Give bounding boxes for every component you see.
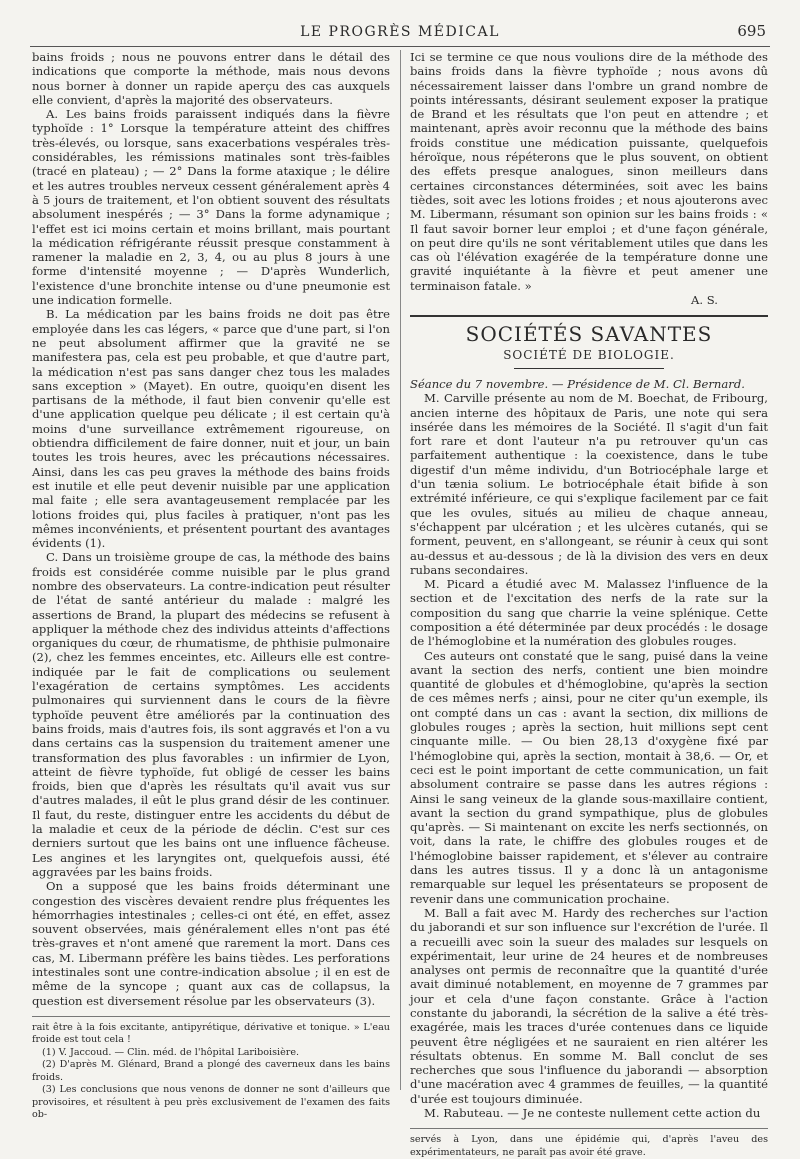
- footnote: servés à Lyon, dans une épidémie qui, d'après l'aveu des expérimentateurs, ne paraît pas avoir été grave.: [410, 1134, 768, 1158]
- subtitle-divider: [514, 368, 664, 369]
- body-paragraph: C. Dans un troisième groupe de cas, la méthode des bains froids est considérée comme nuisible par le plus grand nombre des observateurs. La contre-indication peut résulter de l'état de santé antérieur du malade : malgré les assertions de Brand, la plupart des médecins se refusent à appliquer la méthode chez des individus atteints d'affections organiques du cœur, de rhumatisme, de phthisie pulmonaire (2), chez les femmes enceintes, etc. Ailleurs elle est contre-indiquée par le fait de complications ou seulement l'exagération de certains symptômes. Les accidents pulmonaires qui surviennent dans le cours de la fièvre typhoïde peuvent être améliorés par la continuation des bains froids, mais d'autres fois, ils sont aggravés et l'on a vu dans certains cas la suspension du traitement amener une transformation des plus favorables : un infirmier de Lyon, atteint de fièvre typhoïde, fut obligé de cesser les bains froids, bien que d'après les résultats qu'il avait vus sur d'autres malades, il eût le plus grand désir de les continuer. Il faut, du reste, distinguer entre les accidents du début de la maladie et ceux de la période de déclin. C'est sur ces derniers surtout que les bains ont une influence fâcheuse. Les angines et les laryngites ont, quelquefois aussi, été aggravées par les bains froids.: [32, 550, 390, 879]
- section-divider: [410, 315, 768, 317]
- body-paragraph: M. Carville présente au nom de M. Boechat, de Fribourg, ancien interne des hôpitaux de Paris, une note qui sera insérée dans les mémoires de la Société. Il s'agit d'un fait fort rare et dont l'auteur n'a pu retrouver qu'un cas parfaitement authentique : la coexistence, dans le tube digestif d'un même individu, d'un Botriocéphale large et d'un tænia solium. Le botriocéphale était bifide à son extrémité inférieure, ce qui s'explique facilement par ce fait que les ovules, situés au milieu de chaque anneau, s'échappent par ulcération ; et les ulcères cutanés, qui se forment, peuvent, en s'allongeant, se réunir à ceux qui sont au-dessus et au-dessous ; de là la division des vers en deux rubans secondaires.: [410, 391, 768, 577]
- body-paragraph: Ici se termine ce que nous voulions dire de la méthode des bains froids dans la fièvre typhoïde ; nous avons dû nécessairement laisser dans l'ombre un grand nombre de points intéressants, désirant seulement exposer la pratique de Brand et les résultats que l'on peut en attendre ; et maintenant, après avoir reconnu que la méthode des bains froids constitue une médication puissante, quelquefois héroïque, nous répéterons que le plus souvent, on obtient des effets presque analogues, sinon meilleurs dans certaines circonstances déterminées, soit avec les bains tièdes, soit avec les lotions froides ; et nous ajouterons avec M. Libermann, résumant son opinion sur les bains froids : « Il faut savoir borner leur emploi ; et d'une façon générale, on peut dire qu'ils ne sont véritablement utiles que dans les cas où l'élévation exagérée de la température donne une gravité inquiétante à la fièvre et peut amener une terminaison fatale. »: [410, 50, 768, 293]
- right-column: [410, 50, 768, 1159]
- body-paragraph: M. Rabuteau. — Je ne conteste nullement cette action du: [424, 1106, 761, 1121]
- body-paragraph: Ces auteurs ont constaté que le sang, puisé dans la veine avant la section des nerfs, contient une bien moindre quantité de globules et d'hémoglobine, qu'après la section de ces mêmes nerfs ; ainsi, pour ne citer qu'un exemple, ils ont compté dans un cas : avant la section, dix millions de globules rouges ; après la section, huit millions sept cent cinquante mille. — Ou bien 28,13 d'oxygène fixé par l'hémoglobine qui, après la section, montait à 38,6. — Or, et ceci est le point important de cette communication, un fait absolument contraire se passe dans les autres régions : Ainsi le sang veineux de la glande sous-maxillaire contient, avant la section du grand sympathique, plus de globules qu'après. — Si maintenant on excite les nerfs sectionnés, on voit, dans la rate, le chiffre des globules rouges et de l'hémoglobine baisser rapidement, et s'élever au contraire dans les autres tissus. Il y a donc là un antagonisme remarquable sur lequel les présentateurs se proposent de revenir dans une communication prochaine.: [410, 648, 768, 906]
- body-paragraph: M. Ball a fait avec M. Hardy des recherches sur l'action du jaborandi et sur son influence sur l'excrétion de l'urée. Il a recueilli avec soin la sueur des malades sur lesquels on expérimentait, leur urine de 24 heures et de nombreuses analyses ont permis de reconnaître que la quantité d'urée avait diminué notablement, en moyenne de 7 grammes par jour et cela d'une façon constante. Grâce à l'action constante du jaborandi, la sécrétion de la salive a été très-exagérée, mais les traces d'urée contenues dans ce liquide peuvent être négligées et ne sauraient en rien altérer les résultats obtenus. En somme M. Ball conclut de ses recherches que sous l'influence du jaborandi — absorption d'une macération avec 4 grammes de feuilles, — la quantité d'urée est toujours diminuée.: [410, 905, 768, 1106]
- body-paragraph: bains froids ; nous ne pouvons entrer dans le détail des indications que comporte la méthode, mais nous devons nous borner à donner un rapide aperçu des cas auxquels elle convient, d'après la majorité des observateurs.: [32, 50, 390, 107]
- author-signature: A. S.: [691, 293, 718, 308]
- section-title: SOCIÉTÉS SAVANTES: [465, 322, 713, 347]
- footnotes: [32, 1016, 390, 1122]
- page-number: 695: [737, 22, 766, 40]
- journal-title: LE PROGRÈS MÉDICAL: [300, 24, 500, 40]
- footnote: rait être à la fois excitante, antipyrétique, dérivative et tonique. » L'eau froide est tout cela !: [32, 1021, 390, 1046]
- running-header: [30, 22, 770, 47]
- section-subtitle: SOCIÉTÉ DE BIOLOGIE.: [503, 347, 675, 362]
- body-paragraph: On a supposé que les bains froids déterminant une congestion des viscères devaient rendre plus fréquentes les hémorrhagies intestinales ; celles-ci ont été, en effet, assez souvent observées, mais généralement elles n'ont pas été très-graves et n'ont amené que rarement la mort. Dans ces cas, M. Libermann préfère les bains tièdes. Les perforations intestinales sont une contre-indication absolue ; il en est de même de la syncope ; quant aux cas de collapsus, la question est diversement résolue par les observateurs (3).: [32, 879, 390, 1008]
- footnote: (1) V. Jaccoud. — Clin. méd. de l'hôpital Lariboisière.: [42, 1046, 300, 1058]
- left-column: [32, 50, 390, 1122]
- footnotes: [410, 1128, 768, 1159]
- body-paragraph: A. Les bains froids paraissent indiqués dans la fièvre typhoïde : 1° Lorsque la température atteint des chiffres très-élevés, ou lorsque, sans exacerbations vespérales très-considérables, les rémissions matinales sont très-faibles (tracé en plateau) ; — 2° Dans la forme ataxique ; le délire et les autres troubles nerveux cessent généralement après 4 à 5 jours de traitement, et l'on obtient souvent des résultats absolument inespérés ; — 3° Dans la forme adynamique ; l'effet est ici moins certain et moins brillant, mais pourtant la médication réfrigérante réussit presque constamment à ramener la maladie en 2, 3, 4, ou au plus 8 jours à une forme d'intensité moyenne ; — D'après Wunderlich, l'existence d'une bronchite intense ou d'une pneumonie est une indication formelle.: [32, 107, 390, 308]
- body-paragraph: M. Picard a étudié avec M. Malassez l'influence de la section et de l'excitation des nerfs de la rate sur la composition du sang que charrie la veine splénique. Cette composition a été déterminée par deux procédés : le dosage de l'hémoglobine et la numération des globules rouges.: [410, 577, 768, 649]
- seance-line: Séance du 7 novembre. — Présidence de M. Cl. Bernard.: [410, 376, 745, 391]
- footnote: (2) D'après M. Glénard, Brand a plongé des caverneux dans les bains froids.: [32, 1059, 390, 1083]
- column-divider: [400, 50, 401, 1090]
- footnote: (3) Les conclusions que nous venons de donner ne sont d'ailleurs que provisoires, et résultent à peu près exclusivement de l'examen des faits ob-: [32, 1084, 390, 1121]
- body-paragraph: B. La médication par les bains froids ne doit pas être employée dans les cas légers, « parce que d'une part, si l'on ne peut absolument affirmer que la gravité ne se manifestera pas, cela est peu probable, et que d'autre part, la médication n'est pas sans danger chez tous les malades sans exception » (Mayet). En outre, quoiqu'en disent les partisans de la méthode, il faut bien convenir qu'elle est d'une application quelque peu délicate ; il est certain qu'à moins d'une surveillance extrêmement rigoureuse, on obtiendra difficilement de faire donner, nuit et jour, un bain toutes les trois heures, avec les précautions nécessaires. Ainsi, dans les cas peu graves la méthode des bains froids est inutile et elle peut devenir nuisible par une application mal faite ; elle sera avantageusement remplacée par les lotions froides qui, plus faciles à pratiquer, n'ont pas les mêmes inconvénients, et présentent pourtant des avantages évidents (1).: [32, 307, 390, 551]
